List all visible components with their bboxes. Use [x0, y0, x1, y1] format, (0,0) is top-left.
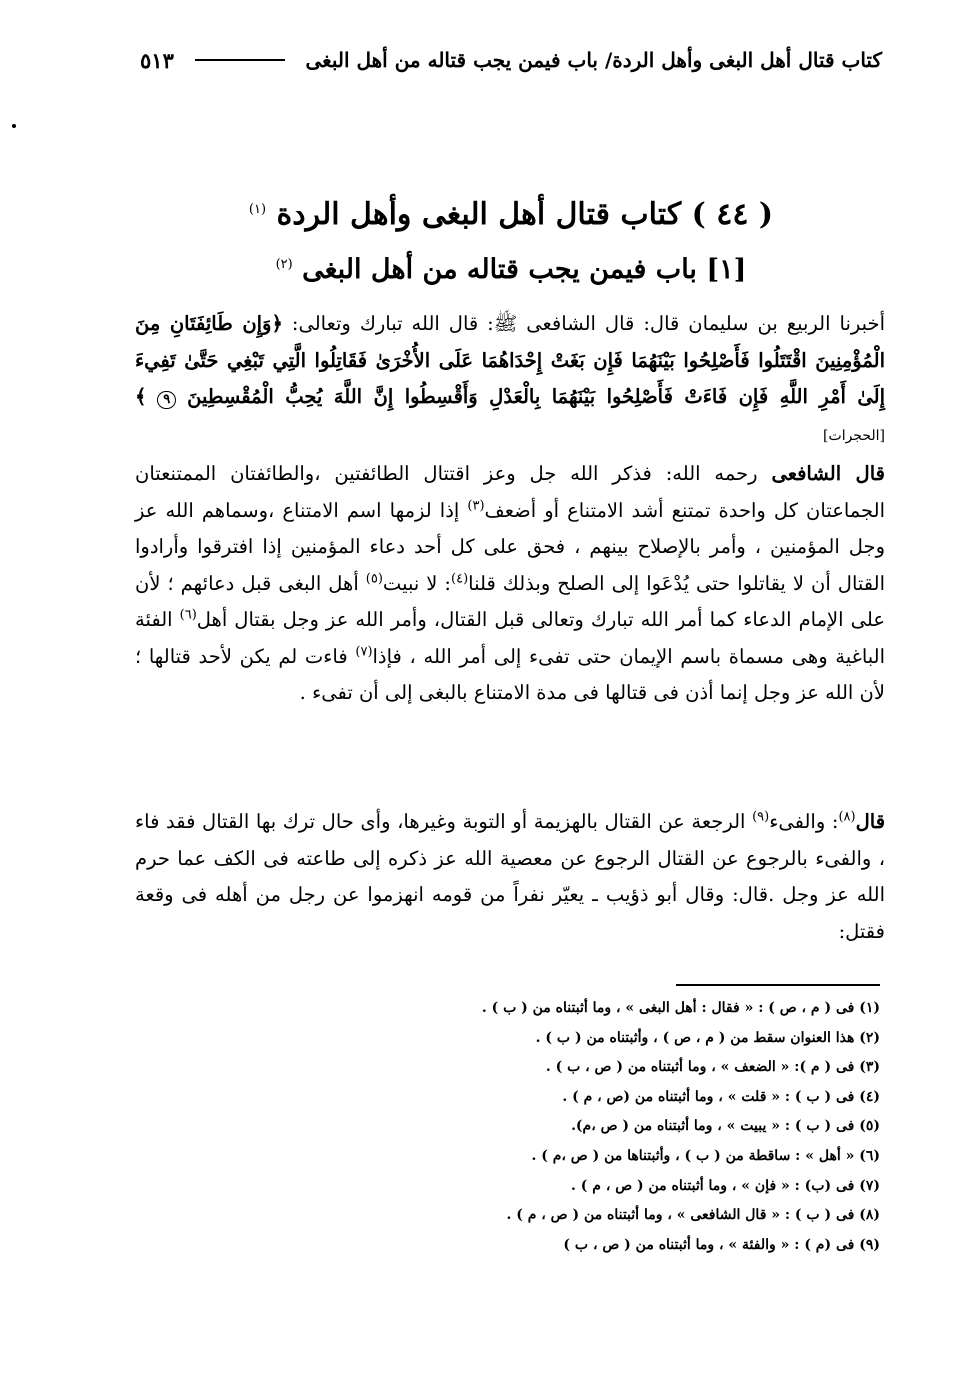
- footnote-item: (٨) فى ( ب ) : « قال الشافعى » ، وما أثبتناه من ( ص ، م ) .: [506, 1207, 880, 1224]
- footnote-item: (٧) فى (ب) : « فإن » ، وما أثبتناه من ( ص ، م ) .: [571, 1177, 880, 1194]
- chapter-title: [140, 248, 882, 292]
- surah-reference: [الحجرات]: [823, 427, 885, 444]
- footnotes-list: [280, 994, 880, 1260]
- footnote-ref-3: (٣): [467, 498, 485, 513]
- running-title: كتاب قتال أهل البغى وأهل الردة/ باب فيمن يجب قتاله من أهل البغى: [305, 48, 882, 72]
- ayah-number-marker: ٩: [157, 391, 176, 409]
- book-title-text: ( ٤٤ ) كتاب قتال أهل البغى وأهل الردة: [276, 197, 774, 232]
- page-number: ٥١٣: [140, 47, 174, 73]
- paragraph-lead: قال: [855, 810, 886, 833]
- footnote-ref-8: (٨): [838, 809, 856, 825]
- paragraph-shafii-commentary: [135, 456, 885, 712]
- quran-close-bracket: ﴾: [135, 385, 147, 408]
- footnote-ref-7: (٧): [355, 644, 373, 659]
- paragraph-isnad-verse: [135, 306, 885, 454]
- footnote-item: (٤) فى ( ب ) : « قلت » ، وما أثبتناه من (ص ، م ) .: [562, 1088, 880, 1105]
- book-title: [140, 190, 882, 240]
- paragraph-lead: قال الشافعى: [771, 462, 885, 485]
- paragraph-text: : والفىء: [769, 810, 839, 833]
- footnote-item: (١) فى ( م ، ص ) : « فقال : أهل البغى » ، وما أثبتناه من ( ب ) .: [481, 1000, 880, 1016]
- paragraph-text: رحمه الله: فذكر الله جل وعز اقتتال الطائفتين ،والطائفتان الممتنعتان الجماعتان كل واحدة تمتنع أشد الامتناع أو أضعف: [135, 462, 885, 522]
- footnote-ref-5: (٥): [365, 571, 383, 586]
- paragraph-text: الرجعة عن القتال بالهزيمة أو التوبة وغيرها، وأى حال ترك بها القتال فقد فاء ، والفىء بالرجوع عن القتال الرجوع عن معصية الله عز ذكره إلى طاعته فى الكف عما حرم الله عز وجل .قال: وقال أبو ذؤيب ـ يعيّر نفراً من قومه انهزموا عن رجل من أهله فى وقعة فقتل:: [135, 810, 885, 943]
- footnote-item: (٥) فى ( ب ) : « يبيت » ، وما أثبتناه من ( ص ،م).: [571, 1118, 880, 1135]
- footnote-ref-4: (٤): [451, 571, 469, 586]
- stray-ink-dot: [12, 124, 16, 128]
- isnad-text: أخبرنا الربيع بن سليمان قال: قال الشافعى ﷺ: قال الله تبارك وتعالى:: [291, 312, 885, 335]
- quran-verse: ﴿وَإِن طَائِفَتَانِ مِنَ الْمُؤْمِنِينَ اقْتَتَلُوا فَأَصْلِحُوا بَيْنَهُمَا فَإِن بَغَتْ إِحْدَاهُمَا عَلَى الأُخْرَىٰ فَقَاتِلُوا الَّتِي تَبْغِي حَتَّىٰ تَفِيءَ إِلَىٰ أَمْرِ اللَّهِ فَإِن فَاءَتْ فَأَصْلِحُوا بَيْنَهُمَا بِالْعَدْلِ وَأَقْسِطُوا إِنَّ اللَّهَ يُحِبُّ الْمُقْسِطِينَ: [135, 312, 886, 408]
- footnote-item: (٢) هذا العنوان سقط من ( م ، ص ) ، وأثبتناه من ( ب ) .: [535, 1029, 880, 1046]
- paragraph-text: الفئة الباغية وهى مسماة باسم الإيمان حتى تفىء إلى أمر الله ، فإذا: [135, 608, 886, 668]
- paragraph-text: أهل البغى قبل دعائهم ؛ لأن على الإمام الدعاء كما أمر الله تبارك وتعالى قبل القتال، وأمر الله عز وجل بقتال أهل: [135, 571, 886, 631]
- paragraph-text: إذا لزمها اسم الامتناع ،وسماهم الله عز وجل المؤمنين ، وأمر بالإصلاح بينهم ، فحق على كل أحد دعاء المؤمنين إذا افترقوا وأرادوا القتال أن لا يقاتلوا حتى يُدْعَوا إلى الصلح وبذلك قلنا: [135, 498, 886, 595]
- running-header: [140, 40, 882, 80]
- footnote-item: (٦) « أهل » : ساقطة من ( ب ) ، وأثبتناها من ( ص ،م ) .: [531, 1147, 880, 1164]
- footnote-ref-1: (١): [248, 202, 267, 217]
- footnote-separator: [676, 984, 880, 986]
- paragraph-text: : لا نبيت: [382, 571, 452, 595]
- chapter-title-text: [١] باب فيمن يجب قتاله من أهل البغى: [302, 254, 747, 285]
- paragraph-text: فاءت لم يكن لأحد قتالها ؛ لأن الله عز وجل إنما أذن فى قتالها فى مدة الامتناع بالبغى إلى أن تفىء .: [135, 644, 885, 704]
- paragraph-definition-fay: [135, 804, 885, 950]
- footnote-item: (٩) فى (م ) : « والفئة » ، وما أثبتناه من ( ص ، ب ): [563, 1236, 880, 1253]
- footnote-item: (٣) فى ( م ): « الضعف » ، وما أثبتناه من ( ص ، ب ) .: [545, 1059, 880, 1076]
- footnote-ref-9: (٩): [752, 809, 770, 825]
- header-rule: [195, 59, 285, 61]
- footnote-ref-6: (٦): [179, 607, 197, 623]
- footnote-ref-2: (٢): [275, 257, 293, 272]
